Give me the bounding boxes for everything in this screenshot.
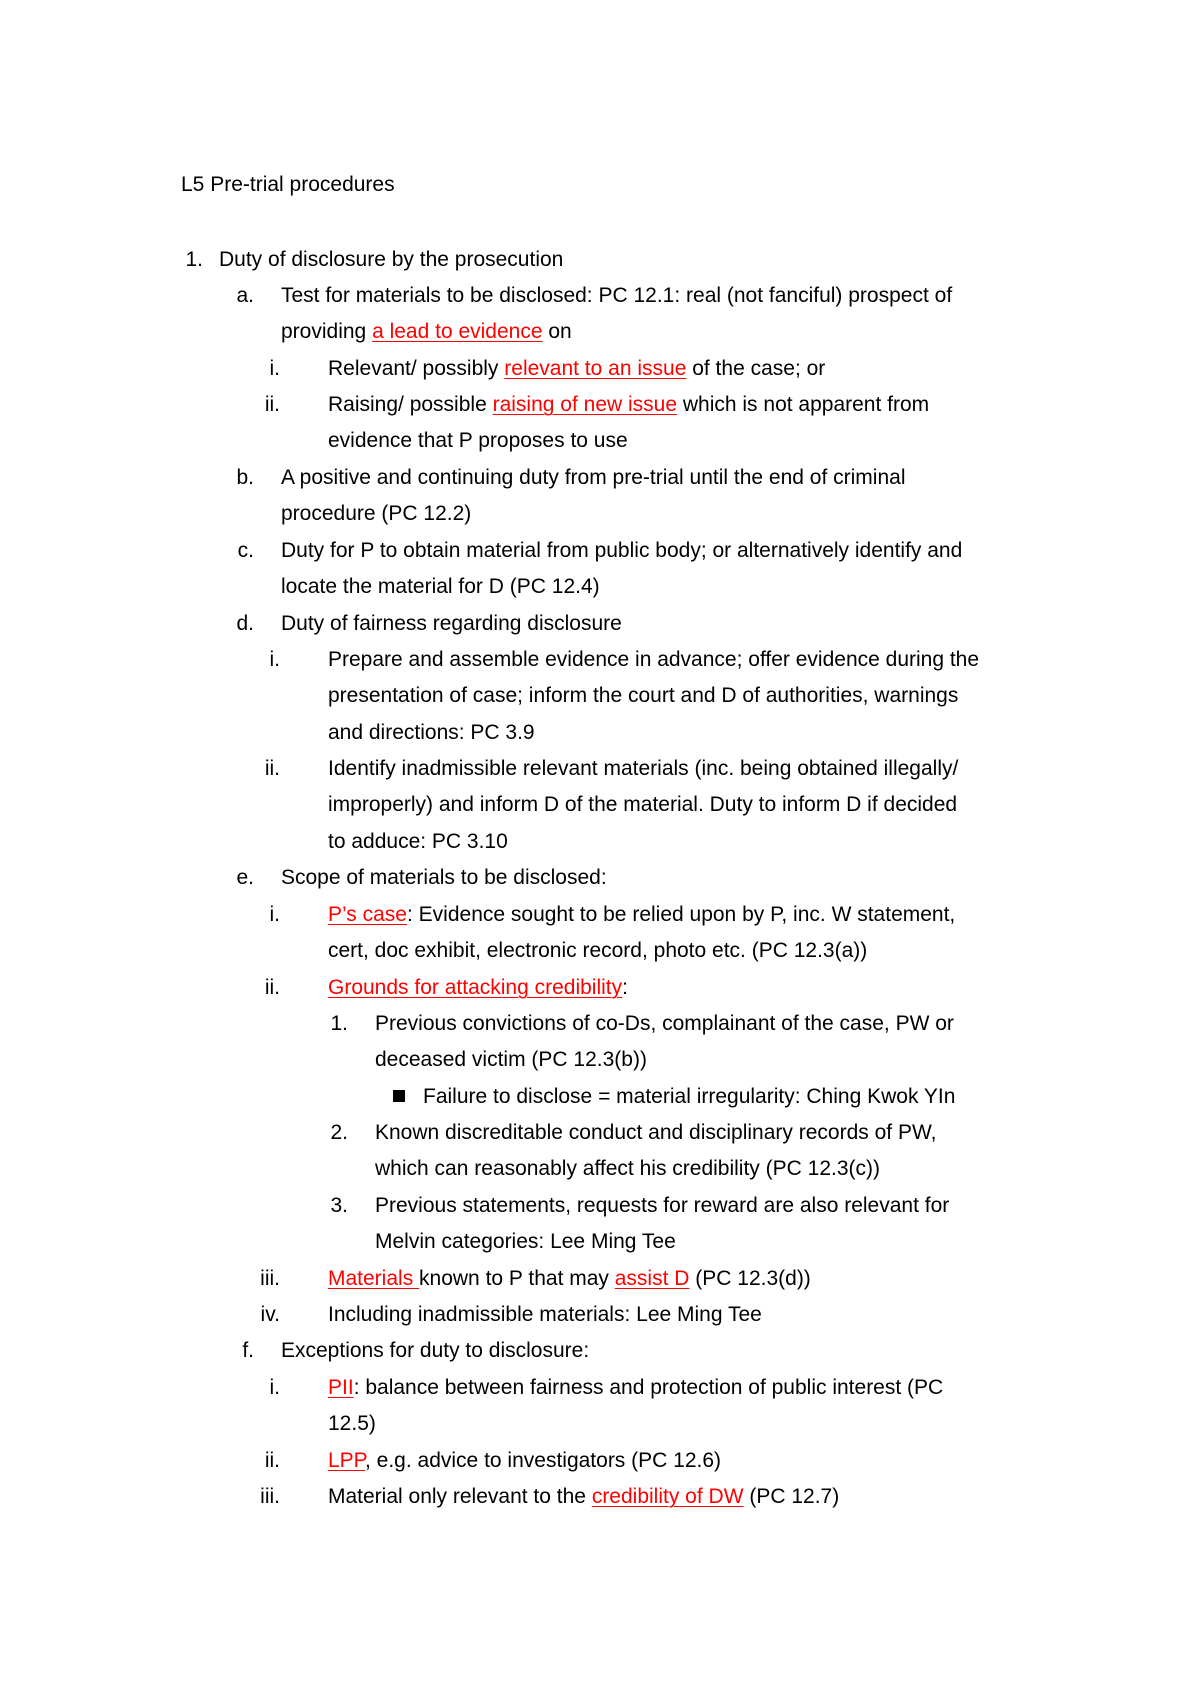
item-f-heading: Exceptions for duty to disclosure: (281, 1339, 590, 1362)
item-f-ii-line (328, 1449, 721, 1473)
text-run: : Evidence sought to be relied upon by P, inc. W statement, (407, 903, 956, 926)
item-c-line-1: Duty for P to obtain material from public body; or alternatively identify and (281, 539, 963, 562)
item-a-i-marker: i. (269, 357, 280, 380)
item-f-marker: f. (242, 1339, 254, 1362)
item-f-iii-line (328, 1485, 839, 1509)
item-e-iii-marker: iii. (260, 1267, 280, 1290)
text-run: (PC 12.7) (743, 1485, 840, 1508)
item-e-ii-2-line-2: which can reasonably affect his credibility (PC 12.3(c)) (375, 1157, 880, 1180)
item-e-ii-1-line-1: Previous convictions of co-Ds, complainant of the case, PW or (375, 1012, 954, 1035)
text-run: : balance between fairness and protection of public interest (PC (353, 1376, 944, 1399)
item-e-i-line-2: cert, doc exhibit, electronic record, photo etc. (PC 12.3(a)) (328, 939, 868, 962)
item-e-marker: e. (236, 866, 254, 889)
text-run: of the case; or (686, 357, 826, 380)
item-d-ii-line-1: Identify inadmissible relevant materials (inc. being obtained illegally/ (328, 757, 959, 780)
highlight-materials: Materials (328, 1267, 420, 1290)
item-f-i-line-2: 12.5) (328, 1412, 376, 1435)
item-f-i-marker: i. (269, 1376, 280, 1399)
item-e-i-marker: i. (269, 903, 280, 926)
item-f-i-line-1 (328, 1376, 943, 1400)
text-run: providing (281, 320, 373, 343)
item-e-ii-1-marker: 1. (330, 1012, 348, 1035)
item-a-line-2 (281, 320, 572, 344)
highlight-pii: PII (328, 1376, 354, 1399)
text-run: : (622, 976, 628, 999)
item-e-ii-3-line-1: Previous statements, requests for reward are also relevant for (375, 1194, 950, 1217)
item-a-i-line (328, 357, 825, 381)
item-d-i-marker: i. (269, 648, 280, 671)
highlight-lpp: LPP (328, 1449, 365, 1472)
document-title: L5 Pre-trial procedures (181, 173, 395, 196)
item-e-ii-1-bullet: Failure to disclose = material irregularity: Ching Kwok YIn (423, 1085, 956, 1108)
item-e-iv-line: Including inadmissible materials: Lee Ming Tee (328, 1303, 762, 1326)
item-a-ii-line-1 (328, 393, 929, 417)
highlight-ps-case: P’s case (328, 903, 407, 926)
item-a-ii-line-2: evidence that P proposes to use (328, 429, 628, 452)
text-run: Relevant/ possibly (328, 357, 505, 380)
item-d-ii-line-2: improperly) and inform D of the material. Duty to inform D if decided (328, 793, 958, 816)
item-d-heading: Duty of fairness regarding disclosure (281, 612, 622, 635)
item-e-ii-2-line-1: Known discreditable conduct and disciplinary records of PW, (375, 1121, 937, 1144)
item-e-ii-3-marker: 3. (330, 1194, 348, 1217)
item-e-ii-1-line-2: deceased victim (PC 12.3(b)) (375, 1048, 647, 1071)
item-a-line-1: Test for materials to be disclosed: PC 12.1: real (not fanciful) prospect of (281, 284, 953, 307)
item-d-ii-line-3: to adduce: PC 3.10 (328, 830, 508, 853)
item-b-line-1: A positive and continuing duty from pre-trial until the end of criminal (281, 466, 906, 489)
text-run: (PC 12.3(d)) (689, 1267, 811, 1290)
text-run: which is not apparent from (677, 393, 930, 416)
item-e-iii-line (328, 1267, 811, 1291)
text-run: Raising/ possible (328, 393, 493, 416)
item-d-marker: d. (236, 612, 254, 635)
item-e-ii-3-line-2: Melvin categories: Lee Ming Tee (375, 1230, 676, 1253)
item-e-ii-marker: ii. (264, 976, 280, 999)
highlight-raising-new-issue: raising of new issue (492, 393, 678, 416)
item-e-heading: Scope of materials to be disclosed: (281, 866, 607, 889)
item-e-ii-2-marker: 2. (330, 1121, 348, 1144)
item-1-marker: 1. (185, 248, 203, 271)
item-d-i-line-1: Prepare and assemble evidence in advance; offer evidence during the (328, 648, 980, 671)
item-e-i-line-1 (328, 903, 955, 927)
text-run: Material only relevant to the (328, 1485, 592, 1508)
item-f-ii-marker: ii. (264, 1449, 280, 1472)
item-1-heading: Duty of disclosure by the prosecution (219, 248, 564, 271)
item-d-ii-marker: ii. (264, 757, 280, 780)
item-d-i-line-3: and directions: PC 3.9 (328, 721, 535, 744)
highlight-lead-to-evidence: a lead to evidence (372, 320, 543, 343)
item-b-marker: b. (236, 466, 254, 489)
item-a-ii-marker: ii. (264, 393, 280, 416)
item-f-iii-marker: iii. (260, 1485, 280, 1508)
highlight-assist-d: assist D (614, 1267, 690, 1290)
highlight-relevant-to-issue: relevant to an issue (504, 357, 687, 380)
square-bullet-icon (393, 1090, 405, 1102)
item-b-line-2: procedure (PC 12.2) (281, 502, 472, 525)
text-run: known to P that may (419, 1267, 615, 1290)
highlight-grounds-credibility: Grounds for attacking credibility (328, 976, 623, 999)
item-e-ii-line (328, 976, 628, 1000)
item-e-iv-marker: iv. (260, 1303, 280, 1326)
item-a-marker: a. (236, 284, 254, 307)
text-run: on (542, 320, 572, 343)
text-run: , e.g. advice to investigators (PC 12.6) (365, 1449, 722, 1472)
item-c-line-2: locate the material for D (PC 12.4) (281, 575, 600, 598)
item-c-marker: c. (237, 539, 254, 562)
item-d-i-line-2: presentation of case; inform the court and D of authorities, warnings (328, 684, 959, 707)
highlight-credibility-dw: credibility of DW (591, 1485, 744, 1508)
